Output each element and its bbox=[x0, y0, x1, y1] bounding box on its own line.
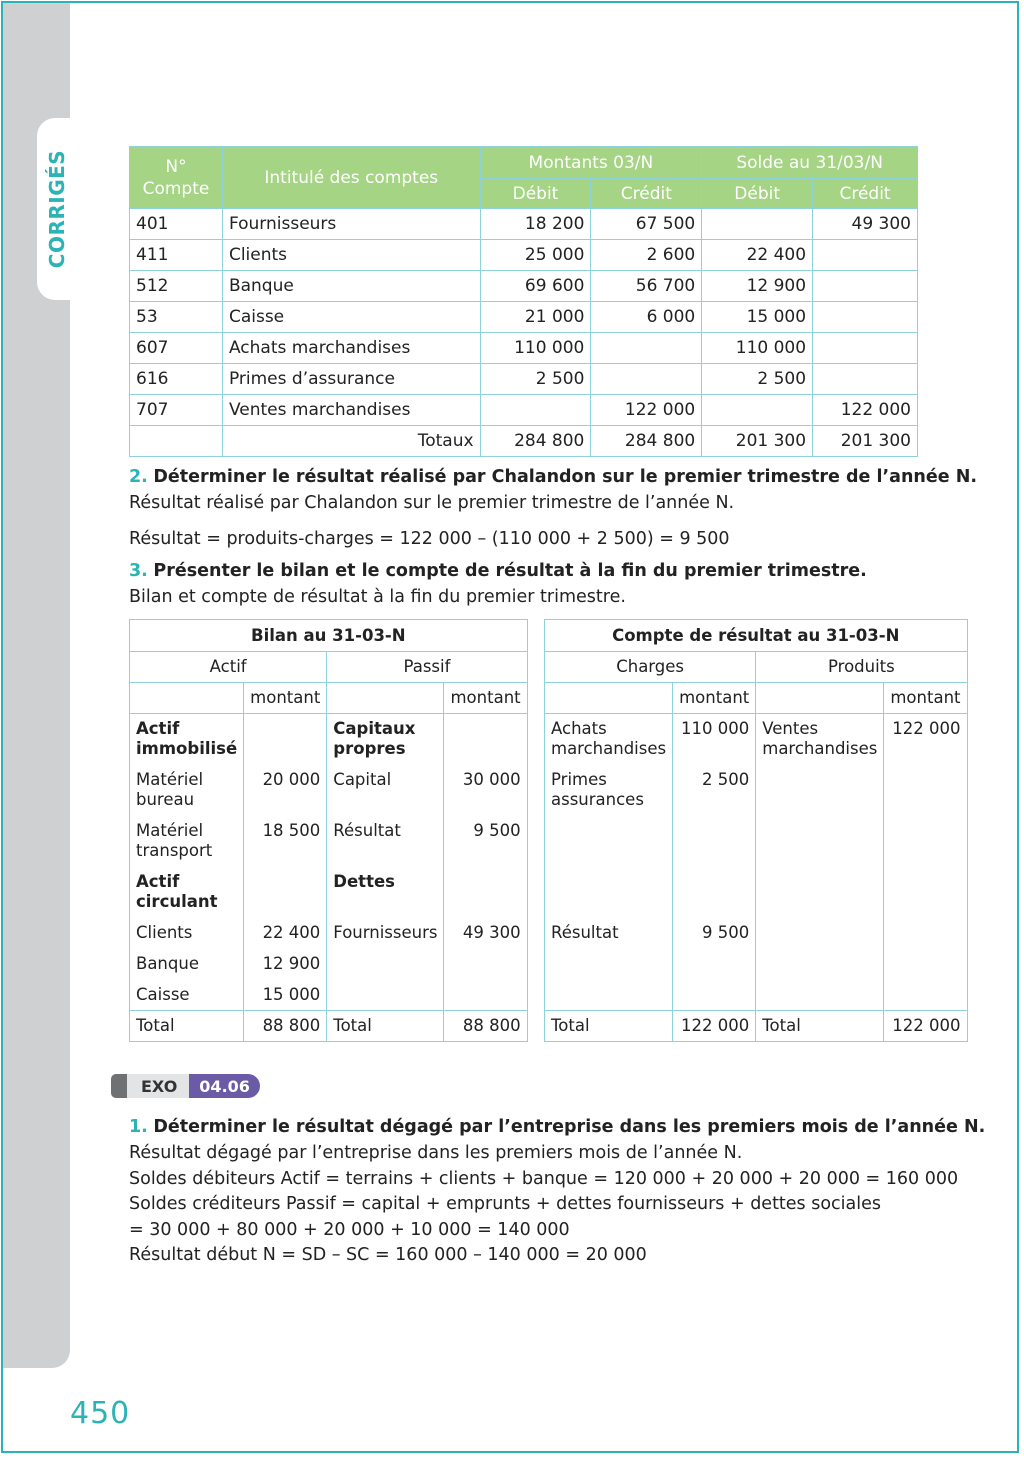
bilan-row bbox=[130, 918, 528, 949]
cr-cell-p-label bbox=[756, 980, 884, 1011]
cr-produits-header: Produits bbox=[756, 652, 967, 683]
ledger-cell-m-credit: 67 500 bbox=[591, 209, 702, 240]
ledger-cell-s-debit bbox=[702, 395, 813, 426]
q1-answer-line: Résultat dégagé par l’entreprise dans les premiers mois de l’année N. bbox=[129, 1143, 743, 1163]
ledger-cell-label: Caisse bbox=[222, 302, 480, 333]
ledger-total-s-debit: 201 300 bbox=[702, 426, 813, 457]
ledger-cell-num: 53 bbox=[130, 302, 223, 333]
bilan-row bbox=[130, 867, 528, 918]
cr-cell-p-label bbox=[756, 949, 884, 980]
header-solde-debit: Débit bbox=[702, 179, 813, 209]
bilan-cell-a-value: 20 000 bbox=[244, 765, 327, 816]
q2-question bbox=[129, 465, 977, 490]
cr-row bbox=[545, 918, 968, 949]
cr-cell-c-label bbox=[545, 867, 673, 918]
ledger-cell-m-debit: 21 000 bbox=[480, 302, 591, 333]
bilan-cell-p-value bbox=[444, 980, 527, 1011]
bilan-passif-header: Passif bbox=[327, 652, 527, 683]
ledger-cell-num: 607 bbox=[130, 333, 223, 364]
ledger-cell-s-credit: 49 300 bbox=[813, 209, 918, 240]
cr-total-p-label: Total bbox=[756, 1011, 884, 1042]
exo-badge bbox=[111, 1074, 260, 1098]
header-compte: N° Compte bbox=[130, 147, 223, 209]
cr-cell-p-label: Ventes marchandises bbox=[756, 714, 884, 765]
bilan-cell-p-label: Résultat bbox=[327, 816, 444, 867]
bilan-passif-montant-header: montant bbox=[444, 683, 527, 714]
ledger-cell-s-credit: 122 000 bbox=[813, 395, 918, 426]
cr-cell-p-value: 122 000 bbox=[884, 714, 967, 765]
bilan-title: Bilan au 31-03-N bbox=[130, 620, 528, 652]
cr-charges-montant-header: montant bbox=[673, 683, 756, 714]
cr-cell-p-label bbox=[756, 816, 884, 867]
cr-total-c-value: 122 000 bbox=[673, 1011, 756, 1042]
header-montants-credit: Crédit bbox=[591, 179, 702, 209]
ledger-row bbox=[130, 333, 918, 364]
ledger-cell-m-debit: 69 600 bbox=[480, 271, 591, 302]
ledger-cell-label: Fournisseurs bbox=[222, 209, 480, 240]
ledger-cell-m-credit bbox=[591, 333, 702, 364]
q2-formula: Résultat = produits-charges = 122 000 – (110 000 + 2 500) = 9 500 bbox=[129, 529, 730, 549]
bilan-total-a-label: Total bbox=[130, 1011, 244, 1042]
cr-cell-c-value bbox=[673, 980, 756, 1011]
ledger-total-label: Totaux bbox=[222, 426, 480, 457]
cr-cell-c-value bbox=[673, 816, 756, 867]
bilan-table bbox=[129, 619, 528, 1042]
page-number: 450 bbox=[70, 1396, 131, 1431]
ledger-cell-m-debit: 18 200 bbox=[480, 209, 591, 240]
ledger-row bbox=[130, 364, 918, 395]
bilan-cell-p-label bbox=[327, 949, 444, 980]
q1-question-text: Déterminer le résultat dégagé par l’entreprise dans les premiers mois de l’année N. bbox=[153, 1117, 986, 1137]
cr-row bbox=[545, 765, 968, 816]
ledger-cell-s-credit bbox=[813, 364, 918, 395]
bilan-row bbox=[130, 949, 528, 980]
cr-produits-label-header bbox=[756, 683, 884, 714]
bilan-cell-a-label: Matériel transport bbox=[130, 816, 244, 867]
bilan-actif-label-header bbox=[130, 683, 244, 714]
bilan-total-p-label: Total bbox=[327, 1011, 444, 1042]
header-intitule: Intitulé des comptes bbox=[222, 147, 480, 209]
ledger-cell-s-credit bbox=[813, 271, 918, 302]
ledger-cell-label: Banque bbox=[222, 271, 480, 302]
cr-row bbox=[545, 867, 968, 918]
bilan-cell-a-value: 15 000 bbox=[244, 980, 327, 1011]
bilan-row bbox=[130, 714, 528, 765]
bilan-cell-p-value: 30 000 bbox=[444, 765, 527, 816]
ledger-cell-s-credit bbox=[813, 333, 918, 364]
cr-cell-p-label bbox=[756, 918, 884, 949]
bilan-row bbox=[130, 816, 528, 867]
ledger-table bbox=[129, 146, 918, 457]
bilan-total-row bbox=[130, 1011, 528, 1042]
ledger-cell-m-debit: 2 500 bbox=[480, 364, 591, 395]
ledger-cell-num: 707 bbox=[130, 395, 223, 426]
q3-answer-title: Bilan et compte de résultat à la fin du premier trimestre. bbox=[129, 587, 626, 607]
bilan-cell-p-label: Capital bbox=[327, 765, 444, 816]
cr-produits-montant-header: montant bbox=[884, 683, 967, 714]
cr-cell-p-value bbox=[884, 980, 967, 1011]
ledger-totals-empty bbox=[130, 426, 223, 457]
cr-cell-p-value bbox=[884, 949, 967, 980]
ledger-cell-label: Ventes marchandises bbox=[222, 395, 480, 426]
bilan-cell-a-label: Clients bbox=[130, 918, 244, 949]
header-solde-credit: Crédit bbox=[813, 179, 918, 209]
ledger-cell-s-debit: 12 900 bbox=[702, 271, 813, 302]
bilan-cell-p-value: 9 500 bbox=[444, 816, 527, 867]
bilan-cell-a-label: Actif immobilisé bbox=[130, 714, 244, 765]
cr-charges-label-header bbox=[545, 683, 673, 714]
ledger-cell-num: 411 bbox=[130, 240, 223, 271]
header-montants: Montants 03/N bbox=[480, 147, 702, 179]
bilan-cell-p-value: 49 300 bbox=[444, 918, 527, 949]
ledger-cell-s-credit bbox=[813, 240, 918, 271]
cr-cell-c-value bbox=[673, 949, 756, 980]
bilan-cell-p-label: Capitaux propres bbox=[327, 714, 444, 765]
bilan-total-a-value: 88 800 bbox=[244, 1011, 327, 1042]
cr-row bbox=[545, 949, 968, 980]
ledger-cell-m-debit: 25 000 bbox=[480, 240, 591, 271]
ledger-totals-row bbox=[130, 426, 918, 457]
cr-cell-c-label bbox=[545, 980, 673, 1011]
header-solde: Solde au 31/03/N bbox=[702, 147, 918, 179]
bilan-cell-a-value: 18 500 bbox=[244, 816, 327, 867]
q2-answer-title: Résultat réalisé par Chalandon sur le premier trimestre de l’année N. bbox=[129, 493, 735, 513]
compte-resultat-table bbox=[544, 619, 968, 1042]
q1-answer-line: Soldes débiteurs Actif = terrains + clients + banque = 120 000 + 20 000 + 20 000 = 160 000 bbox=[129, 1168, 959, 1189]
ledger-total-s-credit: 201 300 bbox=[813, 426, 918, 457]
q3-number: 3. bbox=[129, 561, 148, 581]
cr-cell-p-value bbox=[884, 867, 967, 918]
cr-cell-p-value bbox=[884, 816, 967, 867]
cr-cell-c-label: Résultat bbox=[545, 918, 673, 949]
bilan-cell-p-value bbox=[444, 714, 527, 765]
cr-cell-p-value bbox=[884, 765, 967, 816]
bilan-cell-a-value: 22 400 bbox=[244, 918, 327, 949]
q1-answer-line: = 30 000 + 80 000 + 20 000 + 10 000 = 140 000 bbox=[129, 1219, 570, 1240]
cr-cell-c-value: 2 500 bbox=[673, 765, 756, 816]
cr-cell-c-value: 9 500 bbox=[673, 918, 756, 949]
ledger-body bbox=[130, 209, 918, 457]
q1-number: 1. bbox=[129, 1117, 148, 1137]
q2-question-text: Déterminer le résultat réalisé par Chalandon sur le premier trimestre de l’année N. bbox=[153, 467, 977, 487]
ledger-row bbox=[130, 271, 918, 302]
bilan-cell-a-label: Banque bbox=[130, 949, 244, 980]
ledger-cell-m-credit: 2 600 bbox=[591, 240, 702, 271]
cr-row bbox=[545, 714, 968, 765]
cr-cell-p-value bbox=[884, 918, 967, 949]
ledger-row bbox=[130, 302, 918, 333]
bilan-cell-a-value bbox=[244, 867, 327, 918]
ledger-row bbox=[130, 395, 918, 426]
ledger-cell-s-debit: 15 000 bbox=[702, 302, 813, 333]
exo-number: 04.06 bbox=[189, 1074, 260, 1098]
q1-answer-line: Soldes créditeurs Passif = capital + emprunts + dettes fournisseurs + dettes sociales bbox=[129, 1194, 882, 1214]
bilan-cell-p-label: Fournisseurs bbox=[327, 918, 444, 949]
ledger-cell-m-debit bbox=[480, 395, 591, 426]
ledger-cell-m-credit bbox=[591, 364, 702, 395]
ledger-cell-m-credit: 6 000 bbox=[591, 302, 702, 333]
cr-charges-header: Charges bbox=[545, 652, 756, 683]
cr-cell-c-label: Achats marchandises bbox=[545, 714, 673, 765]
bilan-row bbox=[130, 765, 528, 816]
ledger-cell-s-debit: 2 500 bbox=[702, 364, 813, 395]
cr-total-row bbox=[545, 1011, 968, 1042]
cr-cell-p-label bbox=[756, 765, 884, 816]
bilan-actif-header: Actif bbox=[130, 652, 327, 683]
bilan-total-p-value: 88 800 bbox=[444, 1011, 527, 1042]
bilan-cell-a-label: Matériel bureau bbox=[130, 765, 244, 816]
ledger-cell-num: 401 bbox=[130, 209, 223, 240]
q1-question bbox=[129, 1115, 985, 1140]
q2-number: 2. bbox=[129, 467, 148, 487]
bilan-cell-p-label: Dettes bbox=[327, 867, 444, 918]
ledger-cell-s-debit bbox=[702, 209, 813, 240]
cr-cell-c-label: Primes assurances bbox=[545, 765, 673, 816]
bilan-cell-a-label: Caisse bbox=[130, 980, 244, 1011]
exo-label: EXO bbox=[111, 1074, 189, 1098]
bilan-cell-p-value bbox=[444, 949, 527, 980]
section-label: CORRIGÉS bbox=[45, 149, 69, 269]
q1-answer-line: Résultat début N = SD – SC = 160 000 – 140 000 = 20 000 bbox=[129, 1245, 647, 1265]
cr-cell-p-label bbox=[756, 867, 884, 918]
ledger-cell-label: Clients bbox=[222, 240, 480, 271]
cr-total-c-label: Total bbox=[545, 1011, 673, 1042]
cr-cell-c-label bbox=[545, 816, 673, 867]
bilan-cell-p-value bbox=[444, 867, 527, 918]
ledger-total-m-debit: 284 800 bbox=[480, 426, 591, 457]
ledger-cell-label: Achats marchandises bbox=[222, 333, 480, 364]
cr-row bbox=[545, 816, 968, 867]
header-montants-debit: Débit bbox=[480, 179, 591, 209]
bilan-cell-a-label: Actif circulant bbox=[130, 867, 244, 918]
cr-total-p-value: 122 000 bbox=[884, 1011, 967, 1042]
ledger-total-m-credit: 284 800 bbox=[591, 426, 702, 457]
ledger-cell-s-credit bbox=[813, 302, 918, 333]
ledger-row bbox=[130, 209, 918, 240]
ledger-cell-m-debit: 110 000 bbox=[480, 333, 591, 364]
bilan-actif-montant-header: montant bbox=[244, 683, 327, 714]
ledger-cell-s-debit: 110 000 bbox=[702, 333, 813, 364]
ledger-cell-m-credit: 56 700 bbox=[591, 271, 702, 302]
bilan-passif-label-header bbox=[327, 683, 444, 714]
bilan-row bbox=[130, 980, 528, 1011]
q3-question-text: Présenter le bilan et le compte de résultat à la fin du premier trimestre. bbox=[153, 561, 867, 581]
cr-row bbox=[545, 980, 968, 1011]
bilan-cell-a-value: 12 900 bbox=[244, 949, 327, 980]
ledger-cell-s-debit: 22 400 bbox=[702, 240, 813, 271]
ledger-cell-num: 512 bbox=[130, 271, 223, 302]
bilan-cell-p-label bbox=[327, 980, 444, 1011]
ledger-row bbox=[130, 240, 918, 271]
bilan-cell-a-value bbox=[244, 714, 327, 765]
q3-question bbox=[129, 559, 867, 584]
ledger-cell-m-credit: 122 000 bbox=[591, 395, 702, 426]
cr-cell-c-value bbox=[673, 867, 756, 918]
ledger-cell-num: 616 bbox=[130, 364, 223, 395]
cr-cell-c-value: 110 000 bbox=[673, 714, 756, 765]
cr-cell-c-label bbox=[545, 949, 673, 980]
cr-title: Compte de résultat au 31-03-N bbox=[545, 620, 968, 652]
ledger-cell-label: Primes d’assurance bbox=[222, 364, 480, 395]
